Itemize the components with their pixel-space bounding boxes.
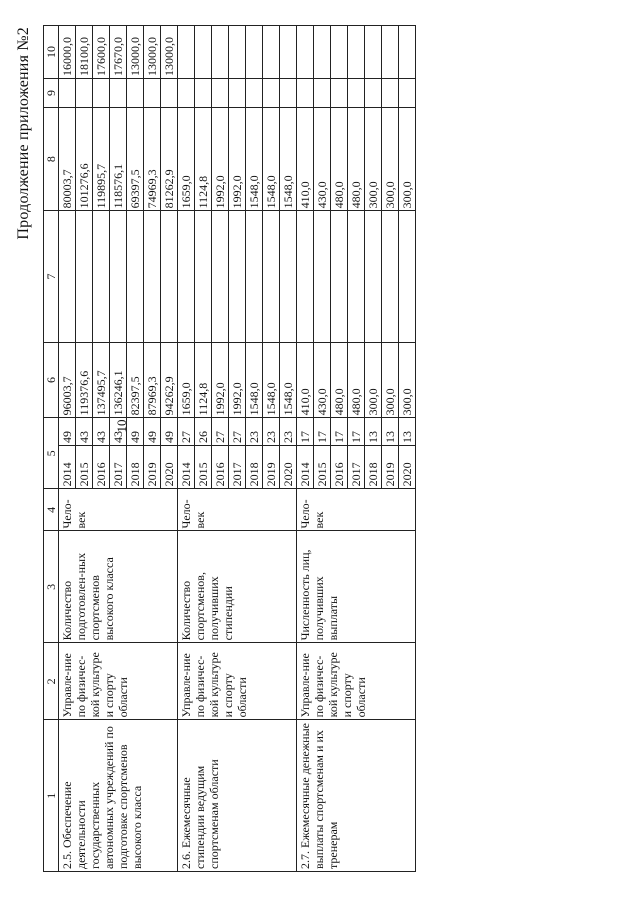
- other-sources-cell: [195, 26, 212, 79]
- regional-budget-cell: 430,0: [314, 107, 331, 210]
- local-budget-cell: [365, 79, 382, 108]
- local-budget-cell: [195, 79, 212, 108]
- year-cell: 2015: [314, 446, 331, 489]
- total-amount-cell: 480,0: [331, 342, 348, 418]
- total-amount-cell: 430,0: [314, 342, 331, 418]
- other-sources-cell: 16000,0: [59, 26, 76, 79]
- total-amount-cell: 87969,3: [144, 342, 161, 418]
- indicator-value-cell: 17: [348, 418, 365, 446]
- year-cell: 2019: [263, 446, 280, 489]
- other-sources-cell: 13000,0: [144, 26, 161, 79]
- local-budget-cell: [212, 79, 229, 108]
- total-amount-cell: 1124,8: [195, 342, 212, 418]
- year-cell: 2019: [144, 446, 161, 489]
- year-cell: 2016: [93, 446, 110, 489]
- activity-name-cell: 2.5. Обеспечение деятельности государственных автономных учреждений по подготовке спортсменов высокого класса: [59, 720, 178, 872]
- local-budget-cell: [314, 79, 331, 108]
- federal-budget-cell: [382, 211, 399, 342]
- regional-budget-cell: 300,0: [382, 107, 399, 210]
- other-sources-cell: 17670,0: [110, 26, 127, 79]
- total-amount-cell: 1548,0: [263, 342, 280, 418]
- regional-budget-cell: 480,0: [348, 107, 365, 210]
- regional-budget-cell: 80003,7: [59, 107, 76, 210]
- other-sources-cell: 17600,0: [93, 26, 110, 79]
- local-budget-cell: [161, 79, 178, 108]
- federal-budget-cell: [178, 211, 195, 342]
- regional-budget-cell: 74969,3: [144, 107, 161, 210]
- federal-budget-cell: [365, 211, 382, 342]
- year-cell: 2016: [331, 446, 348, 489]
- regional-budget-cell: 1548,0: [246, 107, 263, 210]
- federal-budget-cell: [195, 211, 212, 342]
- federal-budget-cell: [110, 211, 127, 342]
- total-amount-cell: 1548,0: [280, 342, 297, 418]
- indicator-value-cell: 23: [280, 418, 297, 446]
- regional-budget-cell: 118576,1: [110, 107, 127, 210]
- year-cell: 2017: [110, 446, 127, 489]
- local-budget-cell: [229, 79, 246, 108]
- regional-budget-cell: 1548,0: [280, 107, 297, 210]
- column-number: 8: [44, 107, 59, 210]
- year-cell: 2016: [212, 446, 229, 489]
- regional-budget-cell: 81262,9: [161, 107, 178, 210]
- other-sources-cell: [178, 26, 195, 79]
- local-budget-cell: [178, 79, 195, 108]
- unit-cell: Чело-век: [59, 489, 178, 531]
- total-amount-cell: 300,0: [365, 342, 382, 418]
- indicator-value-cell: 17: [314, 418, 331, 446]
- federal-budget-cell: [212, 211, 229, 342]
- indicator-cell: Количество спортсменов, получивших стипендии: [178, 531, 297, 643]
- column-number: 3: [44, 531, 59, 643]
- federal-budget-cell: [331, 211, 348, 342]
- year-cell: 2014: [59, 446, 76, 489]
- other-sources-cell: 13000,0: [161, 26, 178, 79]
- column-number: 6: [44, 342, 59, 418]
- year-cell: 2017: [229, 446, 246, 489]
- other-sources-cell: [263, 26, 280, 79]
- year-cell: 2017: [348, 446, 365, 489]
- total-amount-cell: 1992,0: [212, 342, 229, 418]
- activity-name-cell: 2.7. Ежемесячные денежные выплаты спортсменам и их тренерам: [297, 720, 416, 872]
- other-sources-cell: [212, 26, 229, 79]
- indicator-value-cell: 13: [382, 418, 399, 446]
- local-budget-cell: [76, 79, 93, 108]
- regional-budget-cell: 1659,0: [178, 107, 195, 210]
- indicator-value-cell: 49: [144, 418, 161, 446]
- regional-budget-cell: 1548,0: [263, 107, 280, 210]
- total-amount-cell: 480,0: [348, 342, 365, 418]
- executor-cell: Управле-ние по физичес-кой культуре и спорту области: [59, 643, 178, 720]
- unit-cell: Чело-век: [297, 489, 416, 531]
- total-amount-cell: 96003,7: [59, 342, 76, 418]
- column-number: 10: [44, 26, 59, 79]
- other-sources-cell: [348, 26, 365, 79]
- indicator-value-cell: 13: [365, 418, 382, 446]
- federal-budget-cell: [127, 211, 144, 342]
- local-budget-cell: [59, 79, 76, 108]
- local-budget-cell: [144, 79, 161, 108]
- other-sources-cell: [382, 26, 399, 79]
- table-row: [297, 26, 314, 872]
- regional-budget-cell: 101276,6: [76, 107, 93, 210]
- indicator-cell: Количество подготовлен-ных спортсменов высокого класса: [59, 531, 178, 643]
- table-row: [178, 26, 195, 872]
- indicator-value-cell: 43: [93, 418, 110, 446]
- regional-budget-cell: 480,0: [331, 107, 348, 210]
- year-cell: 2018: [246, 446, 263, 489]
- federal-budget-cell: [399, 211, 416, 342]
- year-cell: 2014: [297, 446, 314, 489]
- local-budget-cell: [93, 79, 110, 108]
- executor-cell: Управле-ние по физичес-кой культуре и спорту области: [178, 643, 297, 720]
- local-budget-cell: [127, 79, 144, 108]
- federal-budget-cell: [59, 211, 76, 342]
- year-cell: 2020: [280, 446, 297, 489]
- regional-budget-cell: 1992,0: [229, 107, 246, 210]
- total-amount-cell: 82397,5: [127, 342, 144, 418]
- column-number: 1: [44, 720, 59, 872]
- table-row: [59, 26, 76, 872]
- column-number: 9: [44, 79, 59, 108]
- federal-budget-cell: [280, 211, 297, 342]
- total-amount-cell: 410,0: [297, 342, 314, 418]
- local-budget-cell: [382, 79, 399, 108]
- activity-name-cell: 2.6. Ежемесячные стипендии ведущим спортсменам области: [178, 720, 297, 872]
- total-amount-cell: 119376,6: [76, 342, 93, 418]
- year-cell: 2014: [178, 446, 195, 489]
- total-amount-cell: 1992,0: [229, 342, 246, 418]
- indicator-value-cell: 49: [59, 418, 76, 446]
- indicator-value-cell: 49: [161, 418, 178, 446]
- local-budget-cell: [246, 79, 263, 108]
- indicator-cell: Численность лиц, получивших выплаты: [297, 531, 416, 643]
- other-sources-cell: 18100,0: [76, 26, 93, 79]
- other-sources-cell: [331, 26, 348, 79]
- total-amount-cell: 1548,0: [246, 342, 263, 418]
- local-budget-cell: [399, 79, 416, 108]
- indicator-value-cell: 17: [331, 418, 348, 446]
- other-sources-cell: [297, 26, 314, 79]
- regional-budget-cell: 300,0: [399, 107, 416, 210]
- year-cell: 2019: [382, 446, 399, 489]
- local-budget-cell: [110, 79, 127, 108]
- indicator-value-cell: 17: [297, 418, 314, 446]
- indicator-value-cell: 27: [178, 418, 195, 446]
- total-amount-cell: 137495,7: [93, 342, 110, 418]
- year-cell: 2020: [161, 446, 178, 489]
- federal-budget-cell: [93, 211, 110, 342]
- indicator-value-cell: 43: [76, 418, 93, 446]
- column-number: 4: [44, 489, 59, 531]
- other-sources-cell: [365, 26, 382, 79]
- table-body: [59, 26, 416, 872]
- column-number: 5: [44, 418, 59, 489]
- indicator-value-cell: 26: [195, 418, 212, 446]
- column-number: 2: [44, 643, 59, 720]
- other-sources-cell: [314, 26, 331, 79]
- total-amount-cell: 300,0: [382, 342, 399, 418]
- unit-cell: Чело-век: [178, 489, 297, 531]
- appendix-caption: Продолжение приложения №2: [15, 27, 32, 240]
- year-cell: 2018: [365, 446, 382, 489]
- federal-budget-cell: [161, 211, 178, 342]
- regional-budget-cell: 69397,5: [127, 107, 144, 210]
- federal-budget-cell: [348, 211, 365, 342]
- other-sources-cell: [246, 26, 263, 79]
- year-cell: 2018: [127, 446, 144, 489]
- indicator-value-cell: 23: [246, 418, 263, 446]
- federal-budget-cell: [263, 211, 280, 342]
- indicator-value-cell: 43: [110, 418, 127, 446]
- federal-budget-cell: [229, 211, 246, 342]
- year-cell: 2015: [195, 446, 212, 489]
- other-sources-cell: 13000,0: [127, 26, 144, 79]
- year-cell: 2020: [399, 446, 416, 489]
- indicator-value-cell: 27: [229, 418, 246, 446]
- indicator-value-cell: 23: [263, 418, 280, 446]
- local-budget-cell: [297, 79, 314, 108]
- year-cell: 2015: [76, 446, 93, 489]
- federal-budget-cell: [314, 211, 331, 342]
- local-budget-cell: [348, 79, 365, 108]
- regional-budget-cell: 300,0: [365, 107, 382, 210]
- other-sources-cell: [280, 26, 297, 79]
- column-number: 7: [44, 211, 59, 342]
- data-table: [43, 25, 416, 872]
- local-budget-cell: [331, 79, 348, 108]
- executor-cell: Управле-ние по физичес-кой культуре и спорту области: [297, 643, 416, 720]
- page-number: 10: [114, 419, 129, 433]
- regional-budget-cell: 410,0: [297, 107, 314, 210]
- federal-budget-cell: [246, 211, 263, 342]
- indicator-value-cell: 13: [399, 418, 416, 446]
- regional-budget-cell: 119895,7: [93, 107, 110, 210]
- regional-budget-cell: 1992,0: [212, 107, 229, 210]
- other-sources-cell: [399, 26, 416, 79]
- federal-budget-cell: [297, 211, 314, 342]
- total-amount-cell: 1659,0: [178, 342, 195, 418]
- indicator-value-cell: 49: [127, 418, 144, 446]
- rotated-page-content: [15, 19, 561, 881]
- total-amount-cell: 136246,1: [110, 342, 127, 418]
- federal-budget-cell: [76, 211, 93, 342]
- indicator-value-cell: 27: [212, 418, 229, 446]
- local-budget-cell: [263, 79, 280, 108]
- total-amount-cell: 94262,9: [161, 342, 178, 418]
- federal-budget-cell: [144, 211, 161, 342]
- local-budget-cell: [280, 79, 297, 108]
- total-amount-cell: 300,0: [399, 342, 416, 418]
- regional-budget-cell: 1124,8: [195, 107, 212, 210]
- column-number-row: [44, 26, 59, 872]
- other-sources-cell: [229, 26, 246, 79]
